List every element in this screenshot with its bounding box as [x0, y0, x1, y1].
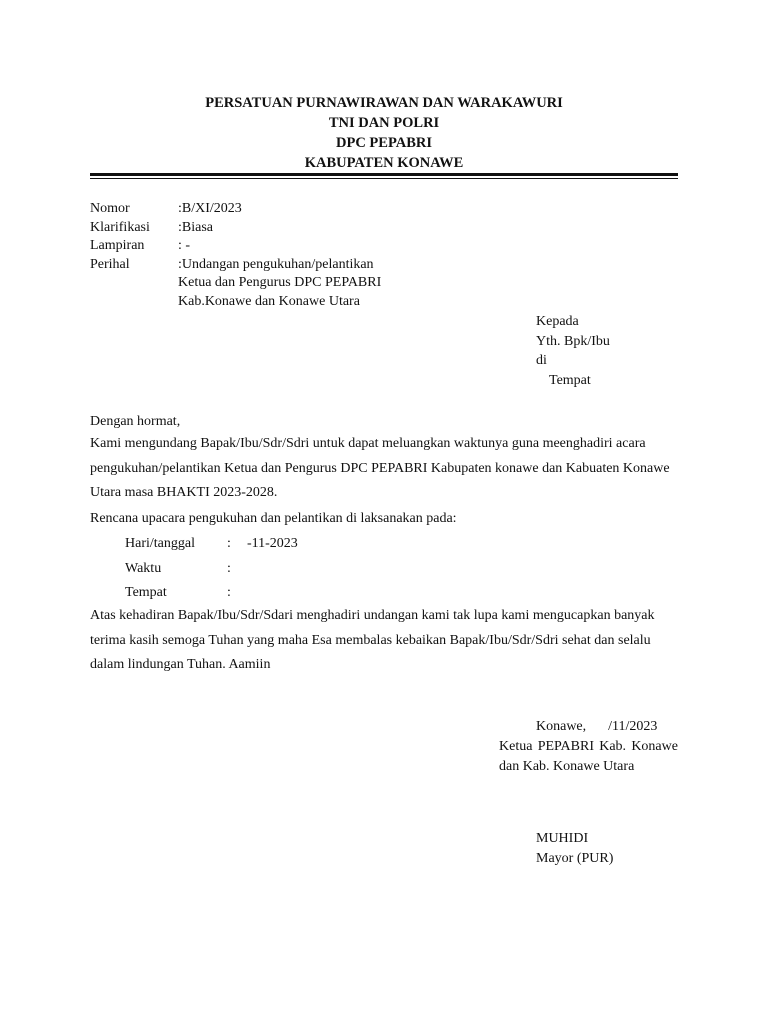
signature-date: /11/2023 [608, 719, 658, 734]
meta-label: Nomor [90, 201, 130, 216]
meta-lampiran [90, 237, 381, 256]
schedule-colon: : [227, 560, 231, 576]
role-word: PEPABRI [537, 739, 594, 754]
meta-label: Lampiran [90, 238, 145, 253]
meta-perihal-continued: Kab.Konawe dan Konawe Utara [178, 293, 360, 309]
signatory [536, 829, 613, 868]
paragraph-line: pengukuhan/pelantikan Ketua dan Pengurus DPC PEPABRI Kabupaten konawe dan Kabuaten Konawe [90, 460, 670, 476]
paragraph-line: Kami mengundang Bapak/Ibu/Sdr/Sdri untuk dapat meluangkan waktunya guna meenghadiri acara [90, 436, 646, 451]
paragraph-closing [90, 604, 678, 678]
meta-nomor [90, 200, 381, 219]
signatory-rank: Mayor (PUR) [536, 850, 614, 866]
letter-meta [90, 200, 381, 311]
schedule-value: -11-2023 [247, 536, 298, 551]
schedule-row-place [125, 581, 298, 606]
signature-role-line [499, 737, 678, 757]
paragraph-line: dalam lindungan Tuhan. Aamiin [90, 657, 271, 672]
schedule-colon: : [227, 536, 231, 551]
recipient-block [536, 312, 610, 390]
paragraph-line: Utara masa BHAKTI 2023-2028. [90, 485, 278, 500]
signature-role-line: dan Kab. Konawe Utara [499, 758, 635, 774]
schedule-colon: : [227, 585, 231, 600]
meta-value: : - [178, 238, 191, 253]
header-rule-thick [90, 173, 678, 176]
signature-place-date [536, 717, 657, 737]
schedule-block [125, 532, 298, 606]
meta-perihal-continued: Ketua dan Pengurus DPC PEPABRI [178, 275, 382, 290]
meta-label: Perihal [90, 256, 130, 272]
meta-perihal [90, 256, 381, 275]
meta-label: Klarifikasi [90, 219, 150, 235]
letterhead [90, 93, 678, 173]
meta-value: :Undangan pengukuhan/pelantikan [178, 256, 374, 272]
schedule-label: Tempat [125, 585, 167, 600]
paragraph-line: terima kasih semoga Tuhan yang maha Esa membalas kebaikan Bapak/Ibu/Sdr/Sdri sehat dan selalu [90, 632, 651, 648]
schedule-label: Waktu [125, 560, 162, 576]
org-branch: DPC PEPABRI [336, 135, 432, 151]
signatory-name: MUHIDI [536, 831, 589, 846]
role-word: Kab. [599, 739, 627, 754]
meta-value: :B/XI/2023 [178, 201, 242, 216]
org-name: PERSATUAN PURNAWIRAWAN DAN WARAKAWURI [205, 95, 563, 111]
org-subtitle: TNI DAN POLRI [328, 115, 440, 131]
role-word: Ketua [499, 739, 533, 754]
recipient-line: Tempat [549, 372, 591, 388]
schedule-intro: Rencana upacara pengukuhan dan pelantikan di laksanakan pada: [90, 511, 457, 526]
signature-role [499, 737, 678, 776]
paragraph-line: Atas kehadiran Bapak/Ibu/Sdr/Sdari menghadiri undangan kami tak lupa kami mengucapkan banyak [90, 608, 655, 623]
paragraph-invitation [90, 432, 678, 506]
recipient-line: di [536, 353, 547, 368]
role-word: Konawe [631, 739, 678, 754]
recipient-line: Yth. Bpk/Ibu [536, 333, 610, 349]
schedule-row-date [125, 532, 298, 557]
recipient-line: Kepada [536, 314, 579, 329]
schedule-label: Hari/tanggal [125, 536, 195, 551]
salutation: Dengan hormat, [90, 414, 181, 429]
org-region: KABUPATEN KONAWE [304, 155, 464, 171]
signature-place: Konawe, [536, 719, 587, 734]
schedule-row-time [125, 557, 298, 582]
meta-klasifikasi [90, 219, 381, 238]
header-rule-thin [90, 178, 678, 179]
meta-value: :Biasa [178, 219, 213, 235]
